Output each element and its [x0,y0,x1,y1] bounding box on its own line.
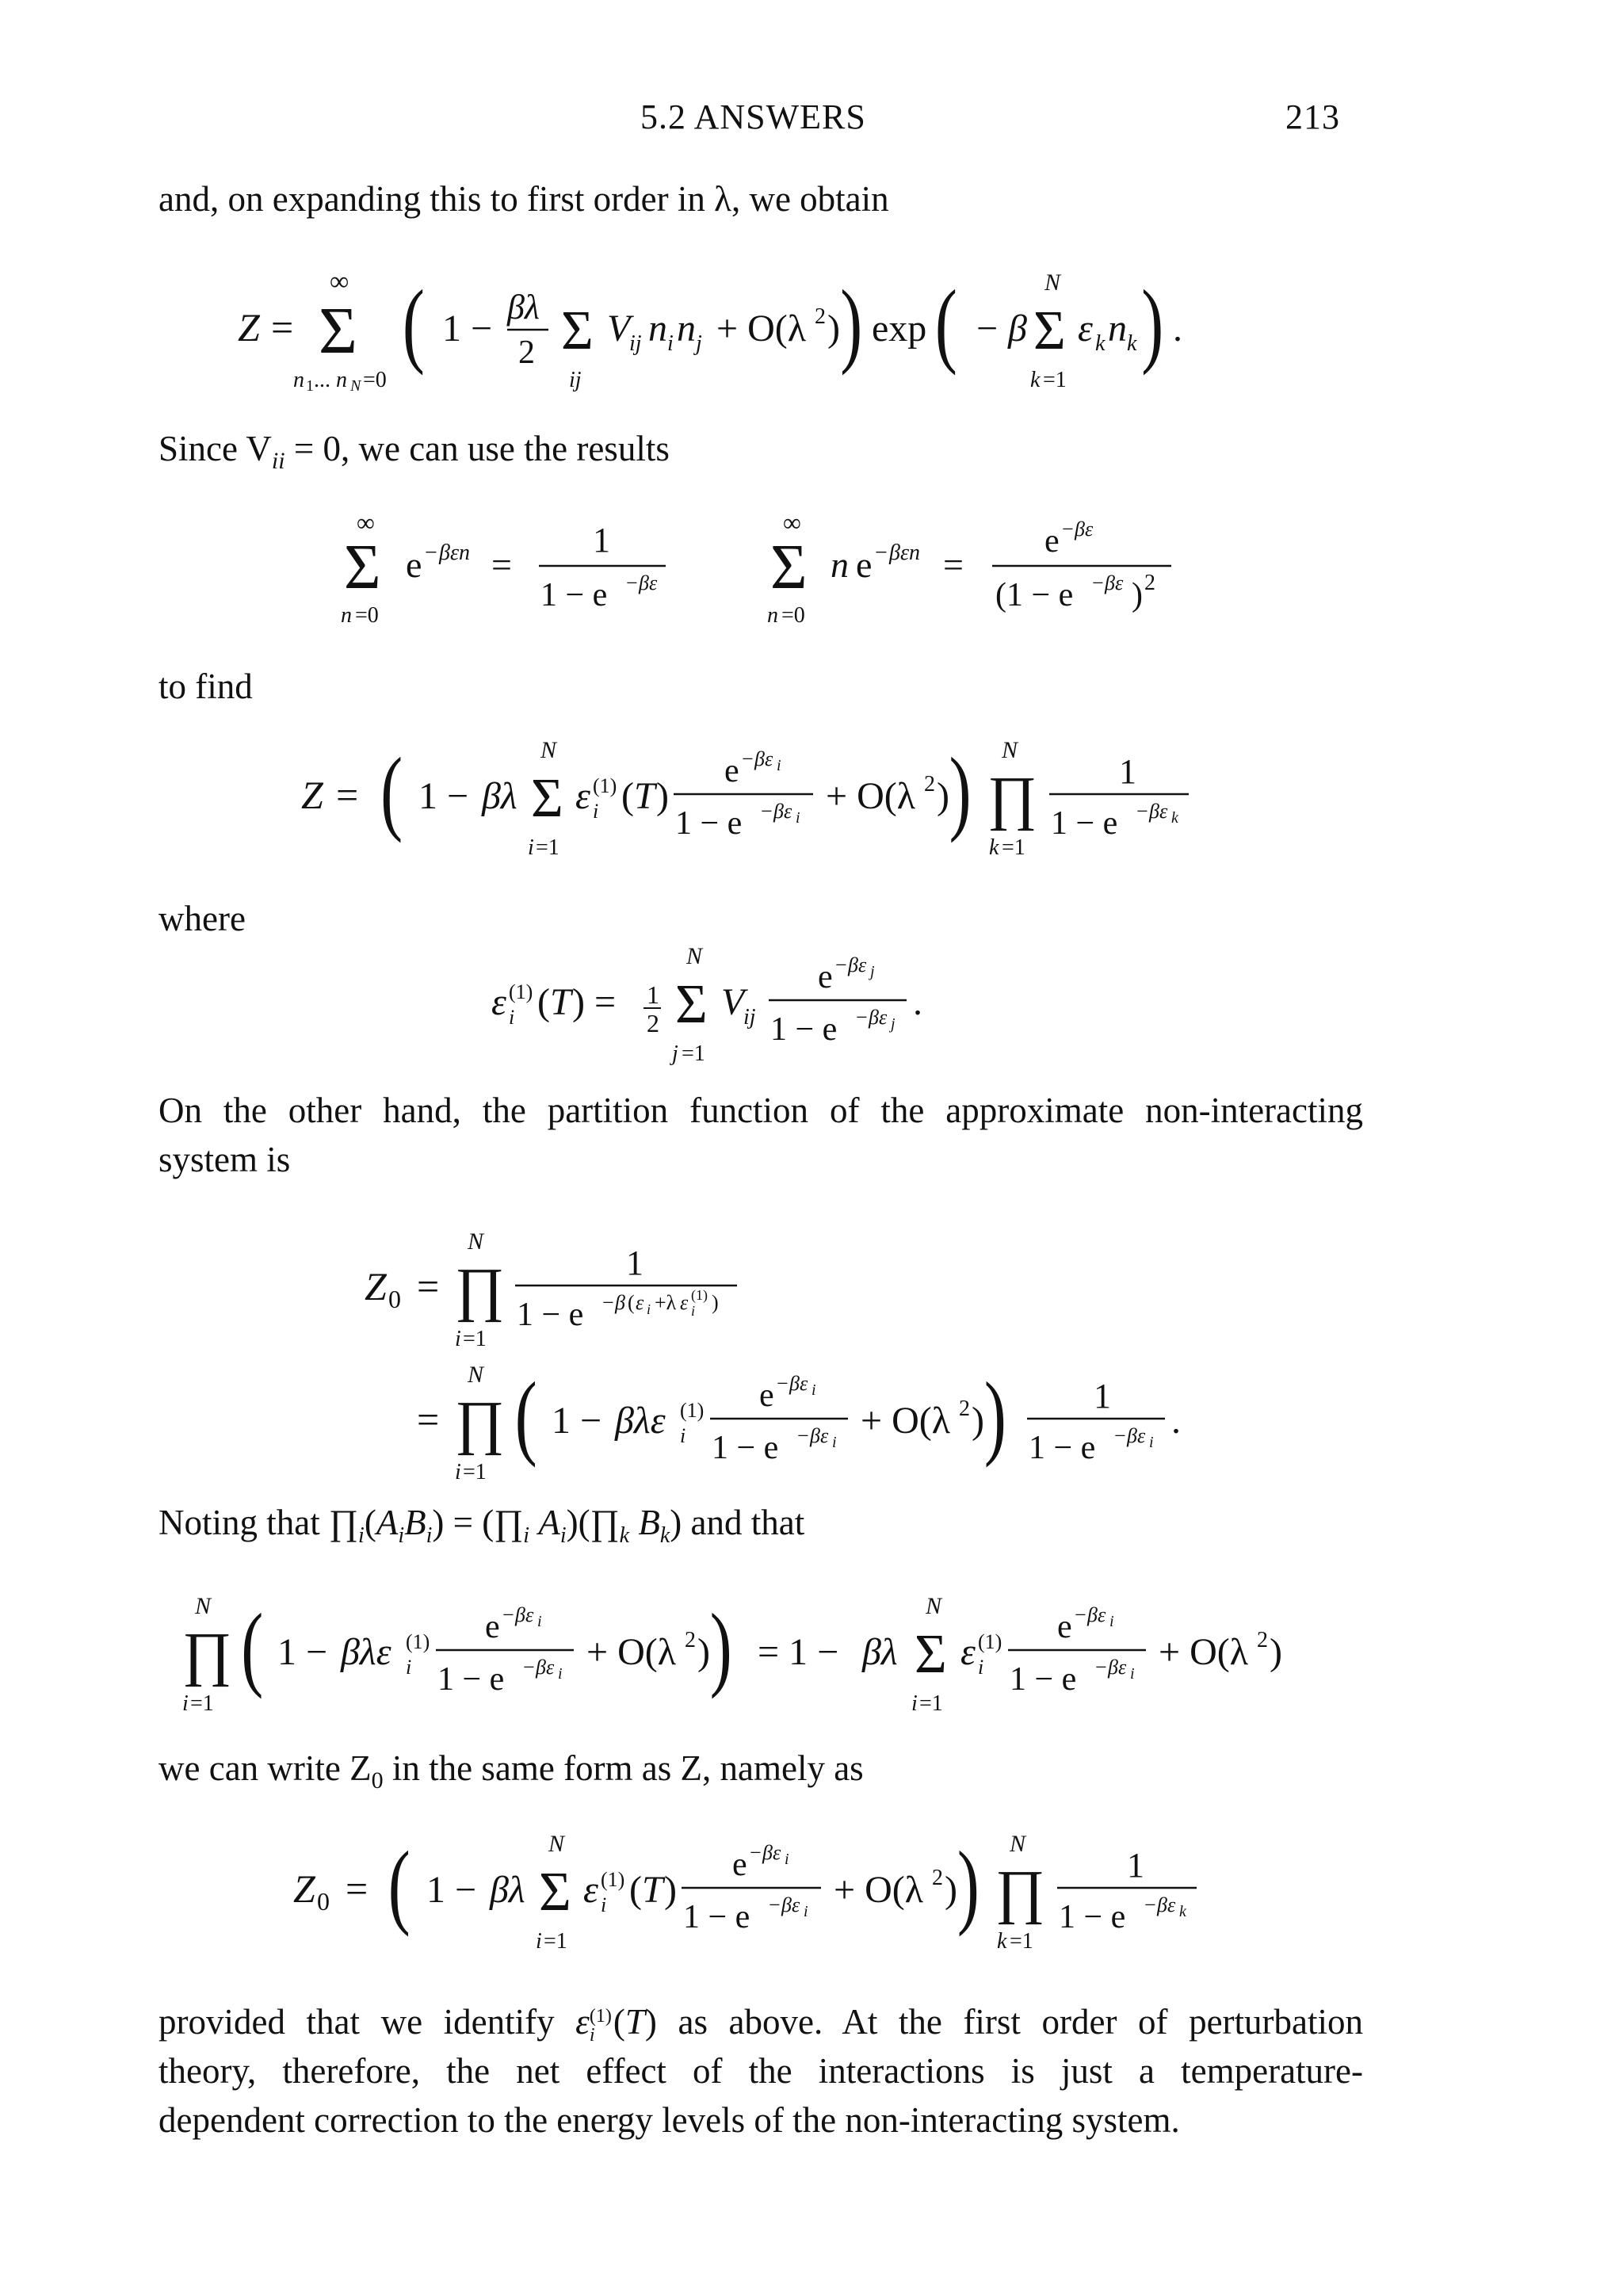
svg-text:−: − [1092,571,1104,594]
svg-text:Σ: Σ [1033,300,1066,361]
svg-text:1: 1 [1119,752,1136,791]
svg-text:(1): (1) [680,1399,705,1422]
svg-text:(: ( [380,739,403,844]
svg-text:n: n [677,308,696,350]
svg-text:Σ: Σ [531,768,563,829]
conclusion-line-1b: as above. At the first order of perturbation [656,2002,1363,2042]
svg-text:2: 2 [1257,1628,1268,1652]
svg-text:V: V [721,981,745,1023]
svg-text:βε: βε [1149,800,1168,823]
same-form-rest: in the same form as Z, namely as [383,1748,864,1788]
svg-text:1 − e: 1 − e [770,1011,838,1048]
svg-text:): ) [949,739,972,844]
svg-text:=1: =1 [544,1929,567,1954]
svg-text:β: β [1008,308,1027,350]
svg-text:): ) [983,1363,1006,1469]
svg-text:T: T [642,1869,663,1911]
svg-text:.: . [913,981,922,1023]
svg-text:): ) [656,775,669,817]
svg-text:1 − e: 1 − e [517,1297,584,1333]
svg-text:): ) [840,271,863,376]
svg-text:βε: βε [536,1656,555,1679]
paragraph-conclusion [158,1997,1363,2145]
svg-text:Z: Z [293,1866,315,1911]
svg-text:i: i [455,1327,461,1351]
svg-text:n: n [648,308,667,350]
svg-text:Σ: Σ [675,974,708,1035]
svg-text:=: = [336,773,359,817]
svg-text:(1): (1) [406,1630,430,1653]
svg-text:ε: ε [636,1291,644,1314]
svg-text:(1): (1) [691,1287,708,1303]
svg-text:−: − [1136,800,1148,823]
svg-text:i: i [1130,1665,1135,1683]
svg-text:1: 1 [1127,1846,1144,1885]
svg-text:=1: =1 [1043,368,1067,392]
svg-text:βε: βε [639,571,658,594]
svg-text:+ O(λ: + O(λ [826,775,915,817]
svg-text:i: i [593,800,599,823]
svg-text:e: e [406,544,422,585]
svg-text:N: N [468,1362,484,1388]
svg-text:∏: ∏ [455,1256,505,1323]
svg-text:2: 2 [959,1396,970,1421]
svg-text:=1: =1 [1002,835,1025,860]
svg-text:N: N [540,737,557,763]
svg-text:Z: Z [238,305,260,350]
svg-text:N: N [195,1593,212,1619]
svg-text:1 − e: 1 − e [437,1661,505,1698]
svg-text:Σ: Σ [915,1624,947,1685]
svg-text:−: − [835,953,847,976]
svg-text:i: i [785,1851,789,1868]
svg-text:βε: βε [762,1841,781,1864]
svg-text:(: ( [629,1869,642,1911]
svg-text:βεn: βεn [439,541,470,565]
svg-text:βε: βε [1105,571,1124,594]
svg-text:k: k [1127,331,1137,356]
svg-text:βε: βε [515,1603,534,1626]
inline-eps-symbol: ε (1) i (T) [575,2002,657,2046]
svg-text:βλ: βλ [482,775,517,817]
svg-text:−: − [626,571,638,594]
since-rest: = 0, we can use the results [285,429,670,468]
svg-text:j: j [696,331,702,356]
conclusion-line-1 [158,1997,1363,2046]
svg-text:i: i [812,1381,816,1399]
svg-text:Z: Z [365,1264,387,1308]
svg-text:1 − e: 1 − e [683,1899,750,1935]
svg-text:Σ: Σ [344,533,381,602]
svg-text:.: . [1171,1400,1181,1442]
svg-text:=: = [594,981,617,1023]
svg-text:2: 2 [1144,571,1155,595]
svg-text:2: 2 [932,1866,943,1890]
svg-text:k: k [1030,368,1041,392]
equation-z0-product [365,1221,1236,1486]
svg-text:∞: ∞ [330,267,349,296]
svg-text:j: j [672,1041,678,1066]
svg-text:(: ( [402,271,425,376]
svg-text:ε: ε [960,1631,976,1673]
svg-text:...: ... [314,368,330,392]
svg-text:i: i [832,1434,837,1451]
svg-text:(1): (1) [978,1630,1002,1653]
svg-text:n: n [336,368,347,392]
svg-text:V: V [607,308,631,350]
svg-text:−: − [761,800,773,823]
svg-text:1 −: 1 − [426,1869,477,1911]
svg-text:ε: ε [575,775,590,817]
svg-text:1 − e: 1 − e [1051,805,1118,842]
svg-text:N: N [686,943,703,969]
svg-text:2: 2 [647,1009,659,1037]
svg-text:): ) [712,1291,719,1314]
product-identity: $\prod_i(A_iB_i)$ = ($\prod_i$ $A_i)(\prod_k$ $B_k$) [328,1503,682,1548]
svg-text:ij: ij [629,331,642,356]
svg-text:i: i [804,1903,808,1920]
svg-text:∏: ∏ [455,1389,505,1456]
svg-text:1 − e: 1 − e [712,1430,779,1466]
svg-text:ε: ε [583,1869,598,1911]
svg-text:1 − e: 1 − e [1010,1661,1077,1698]
paragraph-non-interacting [158,1086,1363,1184]
svg-text:=0: =0 [781,603,805,628]
svg-text:ε: ε [1078,308,1093,350]
svg-text:βεn: βεn [889,541,920,565]
svg-text:βλ: βλ [862,1631,898,1673]
svg-text:1 −: 1 − [552,1400,602,1442]
equation-partition-expansion [238,262,1363,424]
svg-text:i: i [647,1301,651,1317]
svg-text:βε: βε [789,1372,808,1395]
svg-text:): ) [709,1595,732,1700]
equation-geometric-sums [333,507,1284,646]
svg-text:+ O(λ: + O(λ [861,1400,950,1442]
svg-text:i: i [680,1424,686,1447]
svg-text:): ) [697,1631,710,1673]
svg-text:e: e [1044,523,1060,560]
svg-text:N: N [1002,737,1018,763]
svg-text:.: . [1173,308,1182,350]
svg-text:βε: βε [810,1424,829,1447]
svg-text:(1 − e: (1 − e [995,577,1074,613]
svg-text:N: N [548,1831,565,1857]
svg-text:2: 2 [815,304,826,329]
svg-text:= 1 −: = 1 − [758,1631,839,1673]
svg-text:): ) [957,1832,980,1938]
svg-text:N: N [926,1593,942,1619]
svg-text:): ) [827,308,840,350]
svg-text:N: N [468,1228,484,1255]
svg-text:Σ: Σ [539,1862,571,1923]
svg-text:−: − [1095,1656,1107,1679]
svg-text:+ O(λ: + O(λ [716,308,806,350]
svg-text:=: = [943,544,964,585]
svg-text:∏: ∏ [995,1859,1045,1925]
svg-text:): ) [572,981,585,1023]
svg-text:(1): (1) [601,1868,625,1891]
svg-text:1: 1 [593,521,610,560]
svg-text:j: j [870,963,875,980]
svg-text:N: N [1044,269,1061,296]
svg-text:=1: =1 [463,1327,487,1351]
svg-text:=1: =1 [190,1691,214,1716]
svg-text:βε: βε [1075,518,1094,541]
paragraph-intro: and, on expanding this to first order in λ, we obtain [158,179,889,219]
svg-text:i: i [601,1893,607,1916]
svg-text:(1): (1) [509,980,533,1003]
svg-text:ij: ij [743,1005,756,1030]
svg-text:−: − [875,541,888,565]
svg-text:+ O(λ: + O(λ [834,1869,923,1911]
svg-text:−: − [502,1603,514,1626]
equation-z-first-order [301,729,1252,892]
svg-text:2: 2 [924,772,935,797]
svg-text:1 −: 1 − [418,775,469,817]
svg-text:i: i [509,1006,515,1029]
svg-text:n: n [831,544,849,585]
svg-text:βε: βε [1087,1603,1106,1626]
svg-text:=: = [417,1397,440,1442]
svg-text:β: β [615,1291,625,1314]
equation-z0-same-form [293,1823,1260,1985]
svg-text:βλ: βλ [507,288,540,327]
svg-text:e: e [759,1377,774,1414]
svg-text:k: k [1171,809,1178,827]
conclusion-line-1a: provided that we identify [158,2002,576,2042]
noting-text: Noting that [158,1503,329,1542]
svg-text:i: i [536,1929,542,1954]
svg-text:−: − [1114,1424,1126,1447]
paragraph-line-2: system is [158,1140,291,1179]
svg-text:1 − e: 1 − e [1059,1899,1126,1935]
svg-text:−: − [1062,518,1074,541]
equation-energy-correction [491,935,1125,1090]
svg-text:i: i [667,331,674,356]
svg-text:2: 2 [685,1628,696,1652]
paragraph-line-1: On the other hand, the partition function of the approximate non-interacting [158,1091,1363,1130]
svg-text:−: − [742,747,754,770]
svg-text:=1: =1 [919,1691,943,1716]
svg-text:1 − e: 1 − e [1029,1430,1096,1466]
svg-text:i: i [796,809,800,827]
svg-text:=: = [491,544,512,585]
svg-text:(: ( [388,1832,411,1938]
paragraph-where: where [158,899,246,938]
svg-text:(: ( [621,775,634,817]
svg-text:i: i [455,1460,461,1484]
svg-text:βε: βε [1157,1893,1176,1916]
svg-text:i: i [691,1303,696,1319]
svg-text:n: n [767,603,778,628]
same-form-text: we can write Z [158,1748,372,1788]
svg-text:−: − [777,1372,789,1395]
since-sub: ii [271,448,285,474]
svg-text:i: i [406,1656,412,1679]
svg-text:e: e [1057,1609,1072,1645]
svg-text:ε: ε [680,1291,689,1314]
svg-text:(1): (1) [593,774,617,797]
svg-text:i: i [911,1691,918,1716]
svg-text:exp: exp [872,308,927,350]
svg-text:∏: ∏ [182,1621,232,1687]
svg-text:2: 2 [518,334,535,371]
svg-text:βλ: βλ [490,1869,525,1911]
svg-text:(: ( [628,1291,635,1314]
svg-text:=: = [271,305,294,350]
svg-text:(: ( [537,981,550,1023]
svg-text:−: − [1075,1603,1086,1626]
svg-text:∞: ∞ [357,508,375,537]
svg-text:=1: =1 [1010,1929,1033,1954]
svg-text:∞: ∞ [783,508,801,537]
svg-text:i: i [528,835,534,860]
svg-text:i: i [1149,1434,1154,1451]
svg-text:(: ( [934,271,957,376]
svg-text:e: e [818,959,833,995]
equation-product-expansion [158,1585,1395,1732]
svg-text:Z: Z [301,773,323,817]
svg-text:): ) [1132,577,1143,613]
svg-text:1 − e: 1 − e [540,577,608,613]
paragraph-to-find: to find [158,667,253,706]
conclusion-line-2: theory, therefore, the net effect of the interactions is just a temperature- [158,2051,1363,2091]
svg-text:T: T [550,981,571,1023]
svg-text:i: i [182,1691,189,1716]
paragraph-noting-that [158,1498,804,1561]
svg-text:−: − [856,1006,868,1029]
svg-text:): ) [664,1869,677,1911]
svg-text:−: − [602,1291,614,1314]
svg-text:1: 1 [306,377,314,395]
svg-text:i: i [558,1665,563,1683]
svg-text:Σ: Σ [561,300,594,361]
svg-text:+λ: +λ [655,1291,677,1314]
svg-text:1 −: 1 − [277,1631,328,1673]
svg-text:=1: =1 [536,835,559,860]
svg-text:e: e [724,753,739,789]
svg-text:−: − [797,1424,809,1447]
svg-text:k: k [1179,1903,1186,1920]
svg-text:(: ( [241,1595,264,1700]
svg-text:=: = [346,1866,369,1911]
svg-text:1: 1 [1094,1377,1111,1415]
svg-text:βε: βε [773,800,792,823]
svg-text:): ) [1141,271,1164,376]
svg-text:0: 0 [317,1887,330,1916]
svg-text:=0: =0 [363,368,387,392]
svg-text:i: i [777,757,781,774]
svg-text:N: N [350,377,361,395]
svg-text:k: k [997,1929,1007,1954]
svg-text:−: − [750,1841,762,1864]
paragraph-since-vii [158,424,670,486]
paragraph-same-form [158,1744,864,1805]
svg-text:): ) [945,1869,957,1911]
svg-text:i: i [1109,1613,1114,1630]
svg-text:−: − [769,1893,781,1916]
conclusion-line-3: dependent correction to the energy levels of the non-interacting system. [158,2100,1180,2140]
same-form-sub: 0 [371,1767,384,1794]
svg-text:βλε: βλε [341,1631,391,1673]
svg-text:): ) [937,775,949,817]
noting-end: and that [682,1503,805,1542]
svg-text:=0: =0 [355,603,379,628]
svg-text:): ) [1270,1631,1282,1673]
svg-text:1 −: 1 − [442,308,493,350]
svg-text:βλε: βλε [615,1400,666,1442]
svg-text:N: N [1010,1831,1026,1857]
svg-text:=1: =1 [463,1460,487,1484]
svg-text:=1: =1 [682,1041,705,1066]
svg-text:−: − [523,1656,535,1679]
svg-text:Σ: Σ [319,294,357,368]
svg-text:−: − [425,541,437,565]
svg-text:): ) [972,1400,984,1442]
svg-text:+ O(λ: + O(λ [1159,1631,1248,1673]
svg-text:+ O(λ: + O(λ [586,1631,676,1673]
svg-text:1: 1 [647,980,659,1009]
running-head-section: 5.2 ANSWERS [640,97,866,136]
svg-text:n: n [293,368,304,392]
svg-text:=: = [417,1264,440,1308]
svg-text:i: i [978,1656,984,1679]
svg-text:βε: βε [1127,1424,1146,1447]
svg-text:n: n [341,603,352,628]
svg-text:k: k [989,835,999,860]
svg-text:Σ: Σ [770,533,808,602]
svg-text:e: e [732,1847,747,1883]
svg-text:ij: ij [569,368,582,392]
svg-text:k: k [1095,331,1106,356]
svg-text:βε: βε [1108,1656,1127,1679]
page-number: 213 [1285,97,1340,136]
svg-text:i: i [537,1613,542,1630]
svg-text:βε: βε [848,953,867,976]
svg-text:βε: βε [781,1893,800,1916]
svg-text:0: 0 [388,1285,401,1313]
svg-text:(: ( [514,1363,537,1469]
svg-text:e: e [856,544,873,585]
svg-text:βε: βε [754,747,773,770]
svg-text:T: T [634,775,655,817]
svg-text:ε: ε [491,981,506,1023]
svg-text:∏: ∏ [987,765,1037,831]
svg-text:1: 1 [626,1244,643,1282]
svg-text:βε: βε [869,1006,888,1029]
svg-text:j: j [891,1015,896,1033]
svg-text:−: − [976,308,999,350]
svg-text:−: − [1144,1893,1156,1916]
since-text: Since V [158,429,272,468]
svg-text:e: e [485,1609,500,1645]
svg-text:1 − e: 1 − e [675,805,743,842]
svg-text:n: n [1108,308,1127,350]
